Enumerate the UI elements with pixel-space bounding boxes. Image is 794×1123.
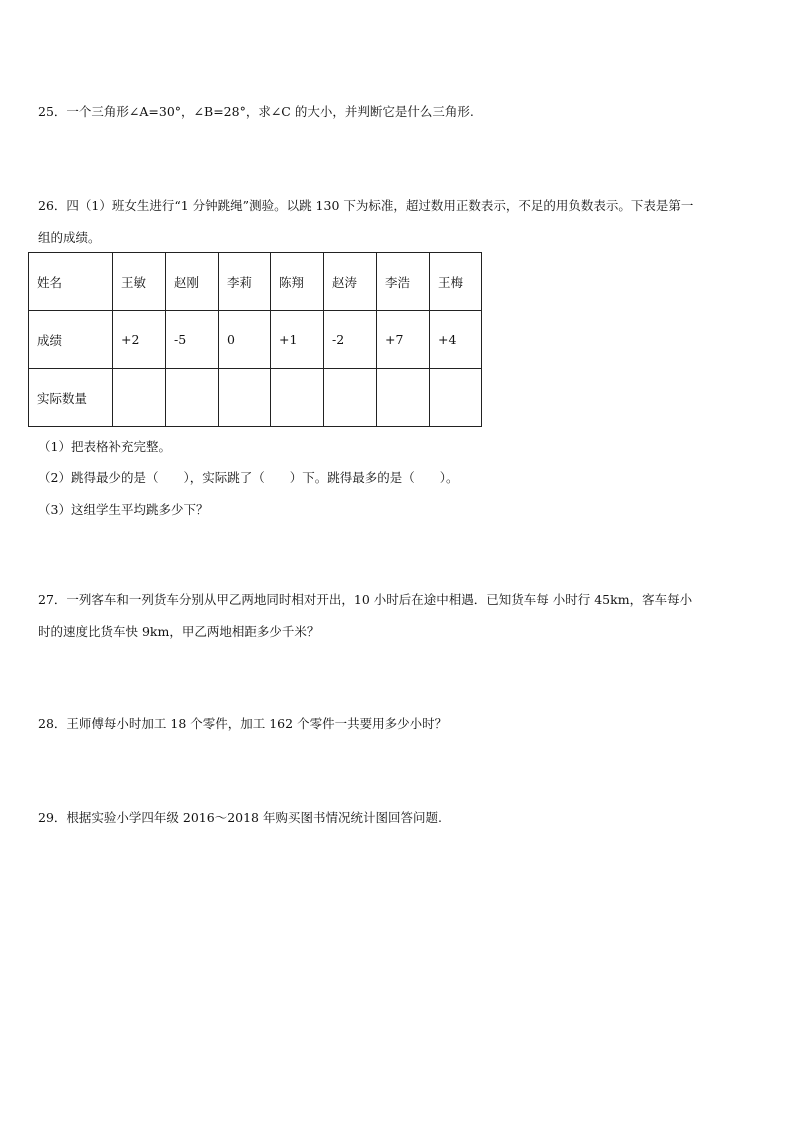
table-cell: 王梅 [430, 253, 482, 311]
table-cell: +7 [377, 311, 430, 369]
table-cell: 成绩 [29, 311, 113, 369]
table-cell: +4 [430, 311, 482, 369]
question-27-line-1: 27．一列客车和一列货车分别从甲乙两地同时相对开出，10 小时后在途中相遇．已知货车每 小时行 45km，客车每小 [38, 592, 693, 607]
question-27-line-2: 时的速度比货车快 9km，甲乙两地相距多少千米？ [38, 624, 320, 639]
table-row-actual [29, 369, 482, 427]
question-26-sub-3: （3）这组学生平均跳多少下？ [38, 502, 209, 517]
table-row-names [29, 253, 482, 311]
table-cell: 姓名 [29, 253, 113, 311]
table-cell: -5 [166, 311, 219, 369]
table-cell-blank [166, 369, 219, 427]
question-29: 29．根据实验小学四年级 2016～2018 年购买图书情况统计图回答问题. [38, 810, 442, 825]
question-28: 28．王师傅每小时加工 18 个零件，加工 162 个零件一共要用多少小时？ [38, 716, 448, 731]
score-table [28, 252, 482, 427]
table-cell: +2 [113, 311, 166, 369]
table-cell-blank [271, 369, 324, 427]
question-26-sub-1: （1）把表格补充完整。 [38, 439, 171, 454]
table-cell: 0 [219, 311, 271, 369]
table-cell: 赵刚 [166, 253, 219, 311]
table-cell-blank [113, 369, 166, 427]
table-cell-blank [324, 369, 377, 427]
question-26-line-1: 26．四（1）班女生进行“1 分钟跳绳”测验。以跳 130 下为标准，超过数用正数表示，不足的用负数表示。下表是第一 [38, 198, 694, 213]
table-cell: 陈翔 [271, 253, 324, 311]
question-26-sub-2: （2）跳得最少的是（ ），实际跳了（ ）下。跳得最多的是（ ）。 [38, 470, 459, 485]
table-cell-blank [219, 369, 271, 427]
table-cell: 赵涛 [324, 253, 377, 311]
question-26-line-2: 组的成绩。 [38, 230, 101, 245]
table-row-scores [29, 311, 482, 369]
table-cell: +1 [271, 311, 324, 369]
table-cell-blank [377, 369, 430, 427]
table-cell: 李莉 [219, 253, 271, 311]
table-cell: -2 [324, 311, 377, 369]
table-cell: 李浩 [377, 253, 430, 311]
question-25: 25．一个三角形∠A=30°，∠B=28°，求∠C 的大小，并判断它是什么三角形. [38, 104, 474, 119]
table-cell: 王敏 [113, 253, 166, 311]
table-cell-blank [430, 369, 482, 427]
table-cell: 实际数量 [29, 369, 113, 427]
